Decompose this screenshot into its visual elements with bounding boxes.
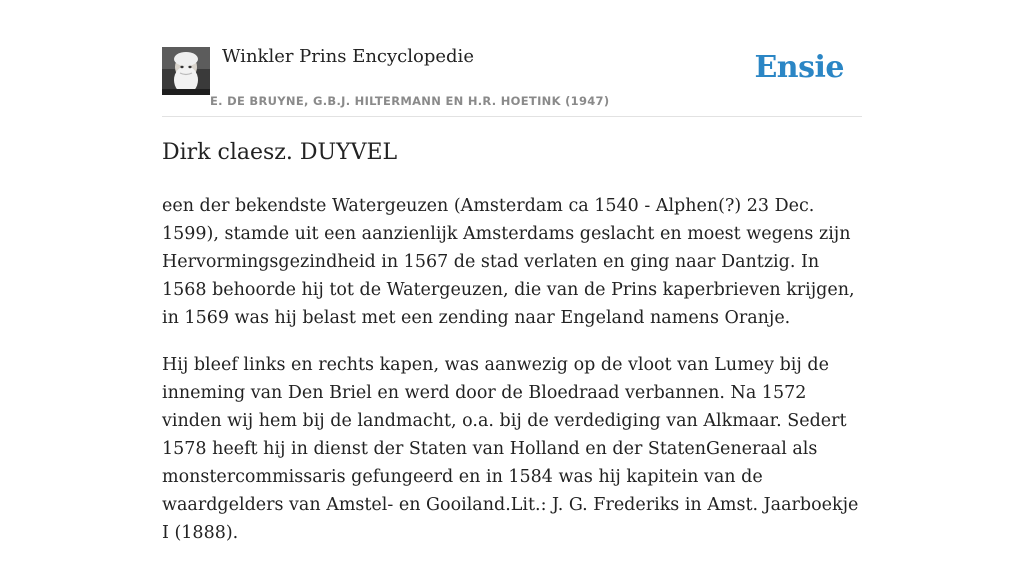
article-paragraph: Hij bleef links en rechts kapen, was aanwezig op de vloot van Lumey bij de inneming van Den Briel en werd door de Bloedraad verbannen. Na 1572 vinden wij hem bij de landmacht, o.a. bij de verdediging van Alkmaar. Sedert 1578 heeft hij in dienst der Staten van Holland en der StatenGeneraal als monstercommissaris gefungeerd en in 1584 was hij kapitein van de waardgelders van Amstel- en Gooiland.Lit.: J. G. Frederiks in Amst. Jaarboekje I (1888).: [162, 355, 859, 543]
site-title[interactable]: Winkler Prins Encyclopedie: [222, 46, 474, 67]
article-title: Dirk claesz. DUYVEL: [162, 140, 398, 165]
article-paragraph: een der bekendste Watergeuzen (Amsterdam ca 1540 - Alphen(?) 23 Dec. 1599), stamde uit een aanzienlijk Amsterdams geslacht en moest wegens zijn Hervormingsgezindheid in 1567 de stad verlaten en ging naar Dantzig. In 1568 behoorde hij tot de Watergeuzen, die van de Prins kaperbrieven krijgen, in 1569 was hij belast met een zending naar Engeland namens Oranje.: [162, 196, 855, 328]
content-container: [162, 0, 862, 543]
author-portrait-icon[interactable]: [162, 47, 210, 95]
authors-byline: E. DE BRUYNE, G.B.J. HILTERMANN EN H.R. HOETINK (1947): [210, 94, 610, 108]
brand-logo[interactable]: Ensie: [754, 50, 844, 85]
article-body: [162, 192, 862, 566]
header: [162, 0, 862, 117]
